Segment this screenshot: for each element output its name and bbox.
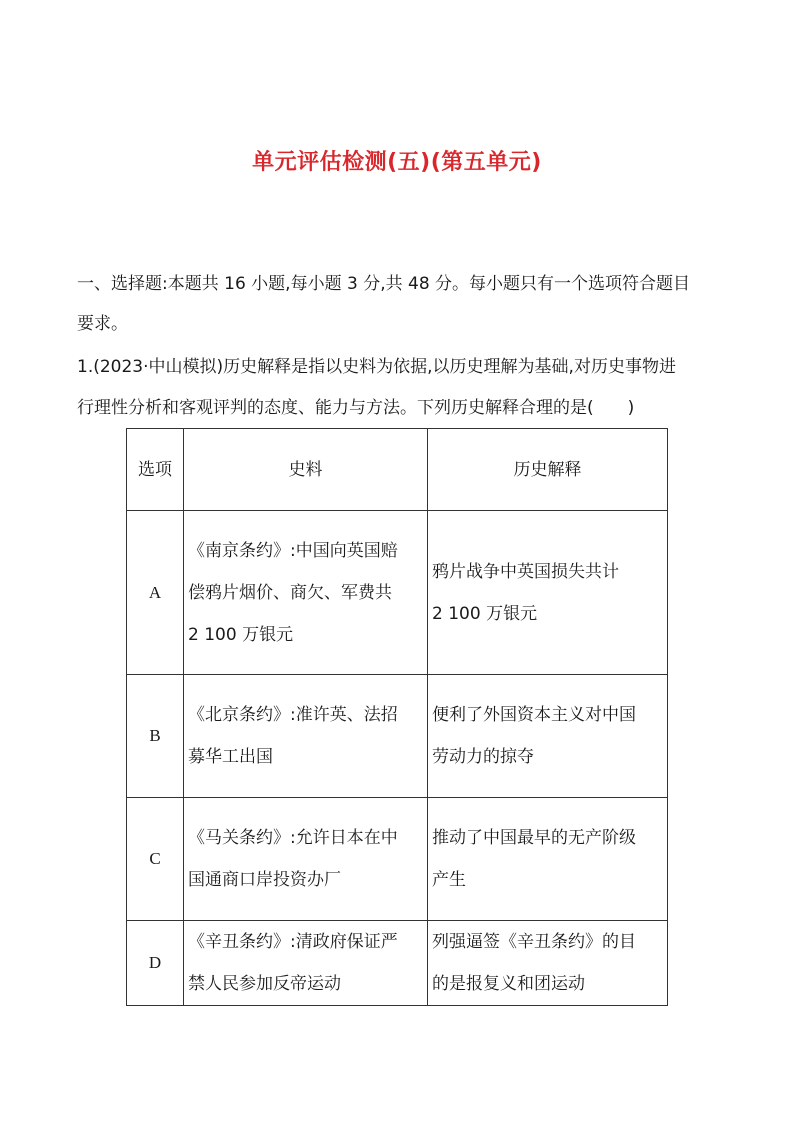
source-line: 《辛丑条约》:清政府保证严 [188,932,398,952]
option-label: A [127,511,184,675]
source-line: 国通商口岸投资办厂 [188,870,341,890]
option-label: C [127,798,184,921]
interpretation-cell [428,921,668,1006]
source-cell [184,921,428,1006]
source-line: 《北京条约》:准许英、法招 [188,705,398,725]
page-title: 单元评估检测(五)(第五单元) [252,150,542,175]
interpretation-line: 列强逼签《辛丑条约》的目 [432,932,636,952]
interpretation-line: 的是报复义和团运动 [432,974,585,994]
source-line: 《南京条约》:中国向英国赔 [188,540,398,561]
table-row-a [127,511,668,675]
source-line: 2 100 万银元 [188,624,294,645]
section-instruction-line2: 要求。 [77,314,128,334]
table-row-c [127,798,668,921]
interpretation-cell [428,798,668,921]
interpretation-cell [428,675,668,798]
question-stem-line2: 行理性分析和客观评判的态度、能力与方法。下列历史解释合理的是( ) [77,398,635,418]
source-line: 偿鸦片烟价、商欠、军费共 [188,582,392,603]
source-cell [184,798,428,921]
table-header-row [127,429,668,511]
interpretation-line: 产生 [432,870,466,890]
source-line: 禁人民参加反帝运动 [188,974,341,994]
interpretation-line: 2 100 万银元 [432,603,538,624]
option-label: B [127,675,184,798]
source-line: 《马关条约》:允许日本在中 [188,828,398,848]
interpretation-line: 鸦片战争中英国损失共计 [432,561,619,582]
question-stem-line1: 1.(2023·中山模拟)历史解释是指以史料为依据,以历史理解为基础,对历史事物进 [77,357,676,377]
section-instruction-line1: 一、选择题:本题共 16 小题,每小题 3 分,共 48 分。每小题只有一个选项符合题目 [77,274,691,294]
interpretation-cell [428,511,668,675]
header-option: 选项 [127,429,184,511]
source-cell [184,511,428,675]
interpretation-line: 劳动力的掠夺 [432,747,534,767]
options-table [126,428,668,1006]
interpretation-line: 便利了外国资本主义对中国 [432,705,636,725]
table-row-b [127,675,668,798]
source-cell [184,675,428,798]
header-source: 史料 [184,429,428,511]
option-label: D [127,921,184,1006]
source-line: 募华工出国 [188,747,273,767]
interpretation-line: 推动了中国最早的无产阶级 [432,828,636,848]
table-row-d [127,921,668,1006]
header-interpretation: 历史解释 [428,429,668,511]
